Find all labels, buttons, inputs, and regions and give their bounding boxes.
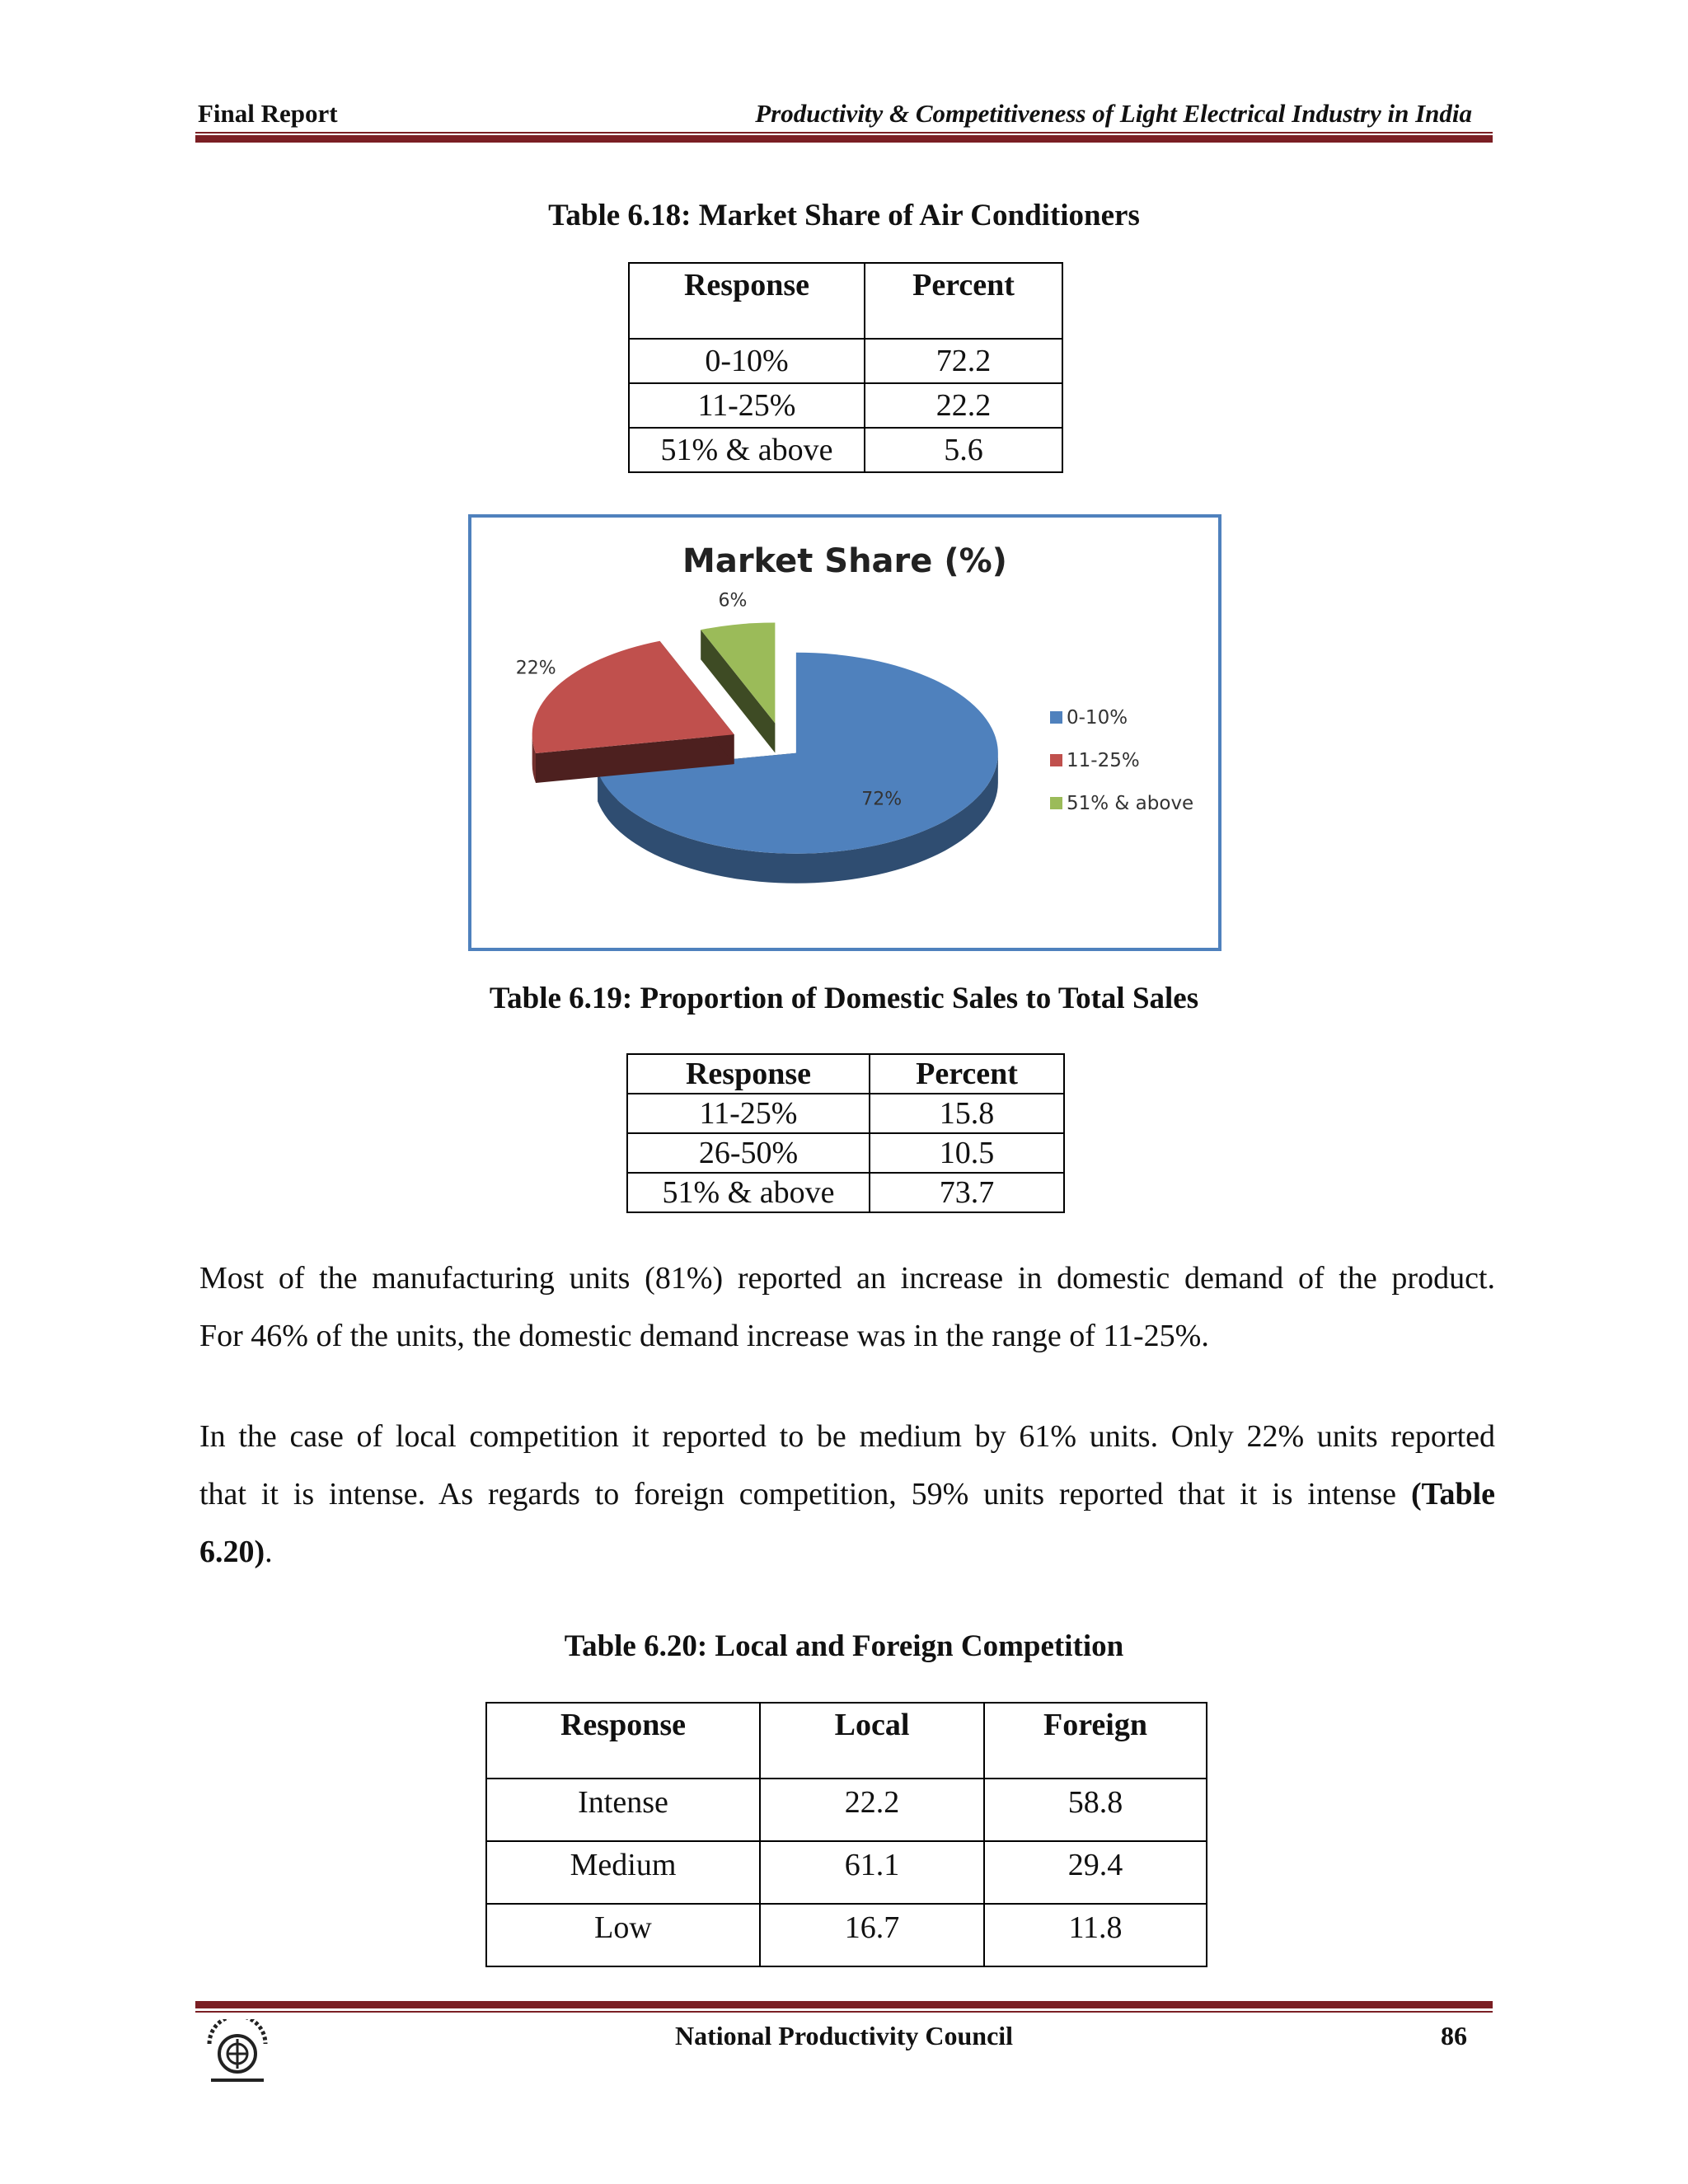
header-rule-thick (195, 135, 1493, 143)
table-row (629, 383, 1062, 428)
header-left-title: Final Report (198, 99, 338, 128)
table-reference: 6.20) (199, 1535, 265, 1569)
table-cell: 0-10% (629, 339, 865, 383)
paragraph-text: that it is intense. As regards to foreign competition, 59% units reported that it is intense (199, 1477, 1397, 1511)
table-6-18 (628, 262, 1063, 473)
footer-rule-thin (195, 2011, 1493, 2013)
table-row (627, 1173, 1064, 1212)
table-cell: 58.8 (984, 1779, 1207, 1841)
table-cell: 11.8 (984, 1904, 1207, 1966)
table-cell: Intense (486, 1779, 760, 1841)
column-header: Local (760, 1703, 984, 1779)
legend-swatch (1050, 797, 1062, 809)
table-row (629, 428, 1062, 472)
table-cell: Medium (486, 1841, 760, 1904)
table-6-18-caption: Table 6.18: Market Share of Air Conditioners (548, 199, 1140, 232)
table-cell: 16.7 (760, 1904, 984, 1966)
table-cell: 61.1 (760, 1841, 984, 1904)
paragraph-competition (199, 1408, 1495, 1581)
table-cell: 22.2 (865, 383, 1062, 428)
table-row (486, 1904, 1207, 1966)
pie-data-label: 6% (718, 590, 748, 612)
pie-chart-svg (471, 518, 1218, 948)
table-6-19 (626, 1053, 1065, 1213)
pie-data-label: 22% (515, 658, 556, 679)
table-row (629, 339, 1062, 383)
pie-data-label: 72% (861, 789, 903, 810)
column-header: Percent (865, 263, 1062, 339)
paragraph-line: For 46% of the units, the domestic demand increase was in the range of 11-25%. (199, 1319, 1209, 1353)
table-6-20 (485, 1702, 1207, 1967)
table-cell: 51% & above (627, 1173, 870, 1212)
table-row (486, 1841, 1207, 1904)
table-row (627, 1133, 1064, 1173)
legend-label: 51% & above (1067, 793, 1194, 814)
header-right-title: Productivity & Competitiveness of Light Electrical Industry in India (755, 99, 1472, 128)
table-row (486, 1779, 1207, 1841)
table-cell: Low (486, 1904, 760, 1966)
table-cell: 22.2 (760, 1779, 984, 1841)
column-header: Response (627, 1054, 870, 1094)
chart-legend (1050, 707, 1193, 814)
table-row (627, 1094, 1064, 1133)
column-header: Response (486, 1703, 760, 1779)
paragraph-line (199, 1523, 1495, 1581)
table-6-19-caption: Table 6.19: Proportion of Domestic Sales to Total Sales (489, 982, 1199, 1015)
legend-swatch (1050, 711, 1062, 724)
legend-label: 11-25% (1067, 750, 1140, 771)
legend-swatch (1050, 754, 1062, 766)
pie-layer (516, 590, 998, 883)
table-cell: 51% & above (629, 428, 865, 472)
table-cell: 10.5 (870, 1133, 1064, 1173)
table-cell: 29.4 (984, 1841, 1207, 1904)
column-header: Response (629, 263, 865, 339)
table-cell: 11-25% (627, 1094, 870, 1133)
table-cell: 26-50% (627, 1133, 870, 1173)
paragraph-line: In the case of local competition it reported to be medium by 61% units. Only 22% units reported (199, 1419, 1495, 1454)
legend-label: 0-10% (1067, 707, 1128, 729)
market-share-chart (468, 514, 1221, 951)
header-rule-thin (195, 132, 1493, 134)
table-cell: 11-25% (629, 383, 865, 428)
paragraph-line: Most of the manufacturing units (81%) reported an increase in domestic demand of the product. (199, 1261, 1495, 1296)
table-cell: 15.8 (870, 1094, 1064, 1133)
column-header: Percent (870, 1054, 1064, 1094)
table-cell: 72.2 (865, 339, 1062, 383)
page-number: 86 (1441, 2021, 1467, 2050)
paragraph-line (199, 1465, 1495, 1523)
column-header: Foreign (984, 1703, 1207, 1779)
table-cell: 73.7 (870, 1173, 1064, 1212)
footer-organization: National Productivity Council (674, 2021, 1014, 2050)
table-6-20-caption: Table 6.20: Local and Foreign Competition (564, 1629, 1124, 1663)
table-reference: (Table (1410, 1477, 1496, 1511)
paragraph-text: . (265, 1535, 273, 1569)
footer-rule-thick (195, 2001, 1493, 2008)
table-cell: 5.6 (865, 428, 1062, 472)
chart-title: Market Share (%) (682, 542, 1007, 580)
paragraph-domestic-demand (199, 1249, 1495, 1365)
